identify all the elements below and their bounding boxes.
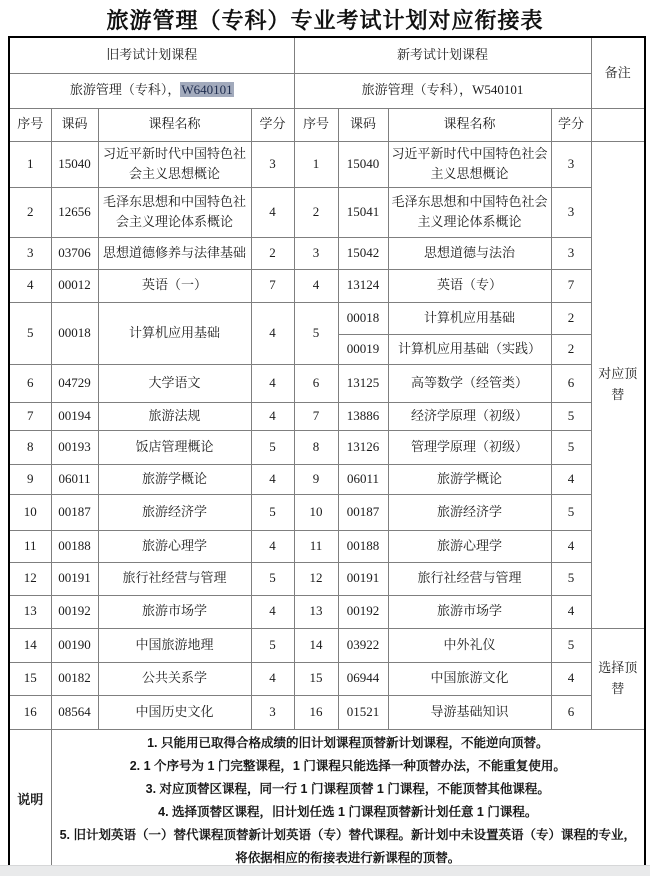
new-credit: 2 (551, 334, 591, 364)
new-seq: 15 (294, 662, 338, 695)
old-seq: 1 (9, 141, 51, 187)
old-code: 03706 (51, 237, 98, 269)
new-name: 中外礼仪 (388, 628, 551, 662)
note-item: 4. 选择顶替区课程，旧计划任选 1 门课程顶替新计划任意 1 门课程。 (158, 804, 538, 819)
new-name: 旅行社经营与管理 (388, 562, 551, 595)
old-credit: 4 (251, 662, 294, 695)
old-credit: 2 (251, 237, 294, 269)
new-credit: 6 (551, 695, 591, 729)
table-row (9, 302, 645, 334)
table-row (9, 530, 645, 562)
old-code: 12656 (51, 187, 98, 237)
new-name: 计算机应用基础 (388, 302, 551, 334)
old-name: 旅游经济学 (98, 494, 251, 530)
new-code: 01521 (338, 695, 388, 729)
old-code: 00187 (51, 494, 98, 530)
new-seq: 4 (294, 269, 338, 302)
new-code: 00191 (338, 562, 388, 595)
notes-label: 说明 (9, 729, 51, 873)
table-header-row-plans (9, 37, 645, 73)
old-credit: 5 (251, 628, 294, 662)
table-row (9, 364, 645, 402)
old-name: 饭店管理概论 (98, 430, 251, 464)
new-name: 中国旅游文化 (388, 662, 551, 695)
old-credit: 5 (251, 430, 294, 464)
old-seq: 5 (9, 302, 51, 364)
old-major-cell (9, 73, 294, 108)
old-code: 00190 (51, 628, 98, 662)
old-plan-header: 旧考试计划课程 (9, 37, 294, 73)
old-col-code: 课码 (51, 108, 98, 141)
new-seq: 7 (294, 402, 338, 430)
new-credit: 6 (551, 364, 591, 402)
new-credit: 4 (551, 464, 591, 494)
new-name: 英语（专） (388, 269, 551, 302)
old-name: 公共关系学 (98, 662, 251, 695)
new-credit: 3 (551, 237, 591, 269)
note-item: 5. 旧计划英语（一）替代课程顶替新计划英语（专）替代课程。新计划中未设置英语（专）课程的专业，将依据相应的衔接表进行新课程的顶替。 (59, 827, 636, 865)
new-name: 旅游经济学 (388, 494, 551, 530)
new-seq: 11 (294, 530, 338, 562)
new-credit: 3 (551, 187, 591, 237)
new-name: 计算机应用基础（实践） (388, 334, 551, 364)
new-code: 15040 (338, 141, 388, 187)
old-seq: 13 (9, 595, 51, 628)
old-code: 00194 (51, 402, 98, 430)
new-seq: 1 (294, 141, 338, 187)
new-code: 06011 (338, 464, 388, 494)
new-credit: 4 (551, 530, 591, 562)
course-mapping-table (8, 36, 646, 874)
selected-text-highlight[interactable]: W640101 (181, 82, 233, 98)
old-seq: 10 (9, 494, 51, 530)
table-row (9, 402, 645, 430)
table-row (9, 141, 645, 187)
notes-row (9, 729, 645, 873)
old-seq: 14 (9, 628, 51, 662)
old-name: 旅游心理学 (98, 530, 251, 562)
new-name: 旅游学概论 (388, 464, 551, 494)
old-name: 习近平新时代中国特色社会主义思想概论 (98, 141, 251, 187)
old-seq: 16 (9, 695, 51, 729)
table-row (9, 464, 645, 494)
new-code: 06944 (338, 662, 388, 695)
new-code: 15042 (338, 237, 388, 269)
old-credit: 4 (251, 187, 294, 237)
new-code: 00188 (338, 530, 388, 562)
new-seq: 14 (294, 628, 338, 662)
course-mapping-table-wrap (8, 36, 646, 874)
old-seq: 7 (9, 402, 51, 430)
new-credit: 2 (551, 302, 591, 334)
new-name: 旅游市场学 (388, 595, 551, 628)
new-credit: 7 (551, 269, 591, 302)
table-row (9, 494, 645, 530)
old-seq: 6 (9, 364, 51, 402)
remark-correspond: 对应顶替 (591, 141, 645, 628)
new-seq: 2 (294, 187, 338, 237)
old-code: 00012 (51, 269, 98, 302)
new-code: 13124 (338, 269, 388, 302)
table-row (9, 562, 645, 595)
table-row (9, 237, 645, 269)
new-col-code: 课码 (338, 108, 388, 141)
new-code: 00019 (338, 334, 388, 364)
table-column-header-row (9, 108, 645, 141)
new-name: 思想道德与法治 (388, 237, 551, 269)
new-major-cell: 旅游管理（专科），W540101 (294, 73, 591, 108)
old-name: 中国旅游地理 (98, 628, 251, 662)
old-name: 旅行社经营与管理 (98, 562, 251, 595)
new-seq: 6 (294, 364, 338, 402)
new-code: 03922 (338, 628, 388, 662)
remark-choose: 选择顶替 (591, 628, 645, 729)
old-credit: 4 (251, 530, 294, 562)
new-credit: 4 (551, 662, 591, 695)
old-name: 中国历史文化 (98, 695, 251, 729)
old-code: 15040 (51, 141, 98, 187)
new-credit: 5 (551, 402, 591, 430)
old-credit: 5 (251, 494, 294, 530)
old-credit: 7 (251, 269, 294, 302)
new-credit: 4 (551, 595, 591, 628)
old-code: 00188 (51, 530, 98, 562)
old-col-seq: 序号 (9, 108, 51, 141)
old-code: 00018 (51, 302, 98, 364)
remark-empty-cell (591, 108, 645, 141)
old-code: 04729 (51, 364, 98, 402)
old-name: 旅游市场学 (98, 595, 251, 628)
new-code: 13886 (338, 402, 388, 430)
old-code: 00191 (51, 562, 98, 595)
new-seq: 10 (294, 494, 338, 530)
table-row (9, 628, 645, 662)
remark-header: 备注 (591, 37, 645, 108)
new-col-credit: 学分 (551, 108, 591, 141)
new-name: 习近平新时代中国特色社会主义思想概论 (388, 141, 551, 187)
old-seq: 2 (9, 187, 51, 237)
new-col-seq: 序号 (294, 108, 338, 141)
new-col-name: 课程名称 (388, 108, 551, 141)
old-name: 大学语文 (98, 364, 251, 402)
horizontal-scrollbar-track[interactable] (0, 865, 650, 876)
table-row (9, 187, 645, 237)
new-code: 00018 (338, 302, 388, 334)
new-name: 毛泽东思想和中国特色社会主义理论体系概论 (388, 187, 551, 237)
table-row (9, 695, 645, 729)
old-seq: 3 (9, 237, 51, 269)
note-item: 2. 1 个序号为 1 门完整课程，1 门课程只能选择一种顶替办法，不能重复使用。 (129, 758, 566, 773)
old-name: 英语（一） (98, 269, 251, 302)
old-code: 08564 (51, 695, 98, 729)
old-name: 旅游学概论 (98, 464, 251, 494)
table-row (9, 430, 645, 464)
table-row (9, 595, 645, 628)
old-name: 旅游法规 (98, 402, 251, 430)
new-code: 00187 (338, 494, 388, 530)
new-code: 00192 (338, 595, 388, 628)
old-credit: 3 (251, 141, 294, 187)
new-name: 经济学原理（初级） (388, 402, 551, 430)
old-seq: 11 (9, 530, 51, 562)
old-seq: 15 (9, 662, 51, 695)
old-credit: 4 (251, 595, 294, 628)
new-credit: 5 (551, 430, 591, 464)
page-title: 旅游管理（专科）专业考试计划对应衔接表 (106, 8, 544, 33)
new-seq: 13 (294, 595, 338, 628)
new-name: 高等数学（经管类） (388, 364, 551, 402)
old-code: 00192 (51, 595, 98, 628)
table-row (9, 269, 645, 302)
old-credit: 5 (251, 562, 294, 595)
old-code: 00182 (51, 662, 98, 695)
new-seq: 3 (294, 237, 338, 269)
new-code: 13126 (338, 430, 388, 464)
new-code: 13125 (338, 364, 388, 402)
new-credit: 5 (551, 562, 591, 595)
new-seq: 9 (294, 464, 338, 494)
old-credit: 4 (251, 364, 294, 402)
note-item: 1. 只能用已取得合格成绩的旧计划课程顶替新计划课程，不能逆向顶替。 (147, 735, 549, 750)
old-code: 06011 (51, 464, 98, 494)
new-seq: 16 (294, 695, 338, 729)
note-item: 3. 对应顶替区课程，同一行 1 门课程顶替 1 门课程，不能顶替其他课程。 (145, 781, 550, 796)
old-col-credit: 学分 (251, 108, 294, 141)
old-seq: 9 (9, 464, 51, 494)
old-major-label: 旅游管理（专科）， (69, 82, 181, 98)
old-credit: 4 (251, 402, 294, 430)
new-credit: 3 (551, 141, 591, 187)
old-code: 00193 (51, 430, 98, 464)
old-name: 计算机应用基础 (98, 302, 251, 364)
new-name: 旅游心理学 (388, 530, 551, 562)
new-credit: 5 (551, 628, 591, 662)
new-code: 15041 (338, 187, 388, 237)
old-seq: 4 (9, 269, 51, 302)
new-seq: 5 (294, 302, 338, 364)
new-plan-header: 新考试计划课程 (294, 37, 591, 73)
old-name: 思想道德修养与法律基础 (98, 237, 251, 269)
old-seq: 12 (9, 562, 51, 595)
old-credit: 4 (251, 302, 294, 364)
new-seq: 8 (294, 430, 338, 464)
notes-content (51, 729, 645, 873)
new-name: 导游基础知识 (388, 695, 551, 729)
old-col-name: 课程名称 (98, 108, 251, 141)
old-credit: 3 (251, 695, 294, 729)
new-seq: 12 (294, 562, 338, 595)
table-header-row-majors (9, 73, 645, 108)
old-seq: 8 (9, 430, 51, 464)
new-credit: 5 (551, 494, 591, 530)
table-row (9, 662, 645, 695)
old-name: 毛泽东思想和中国特色社会主义理论体系概论 (98, 187, 251, 237)
new-name: 管理学原理（初级） (388, 430, 551, 464)
old-credit: 4 (251, 464, 294, 494)
